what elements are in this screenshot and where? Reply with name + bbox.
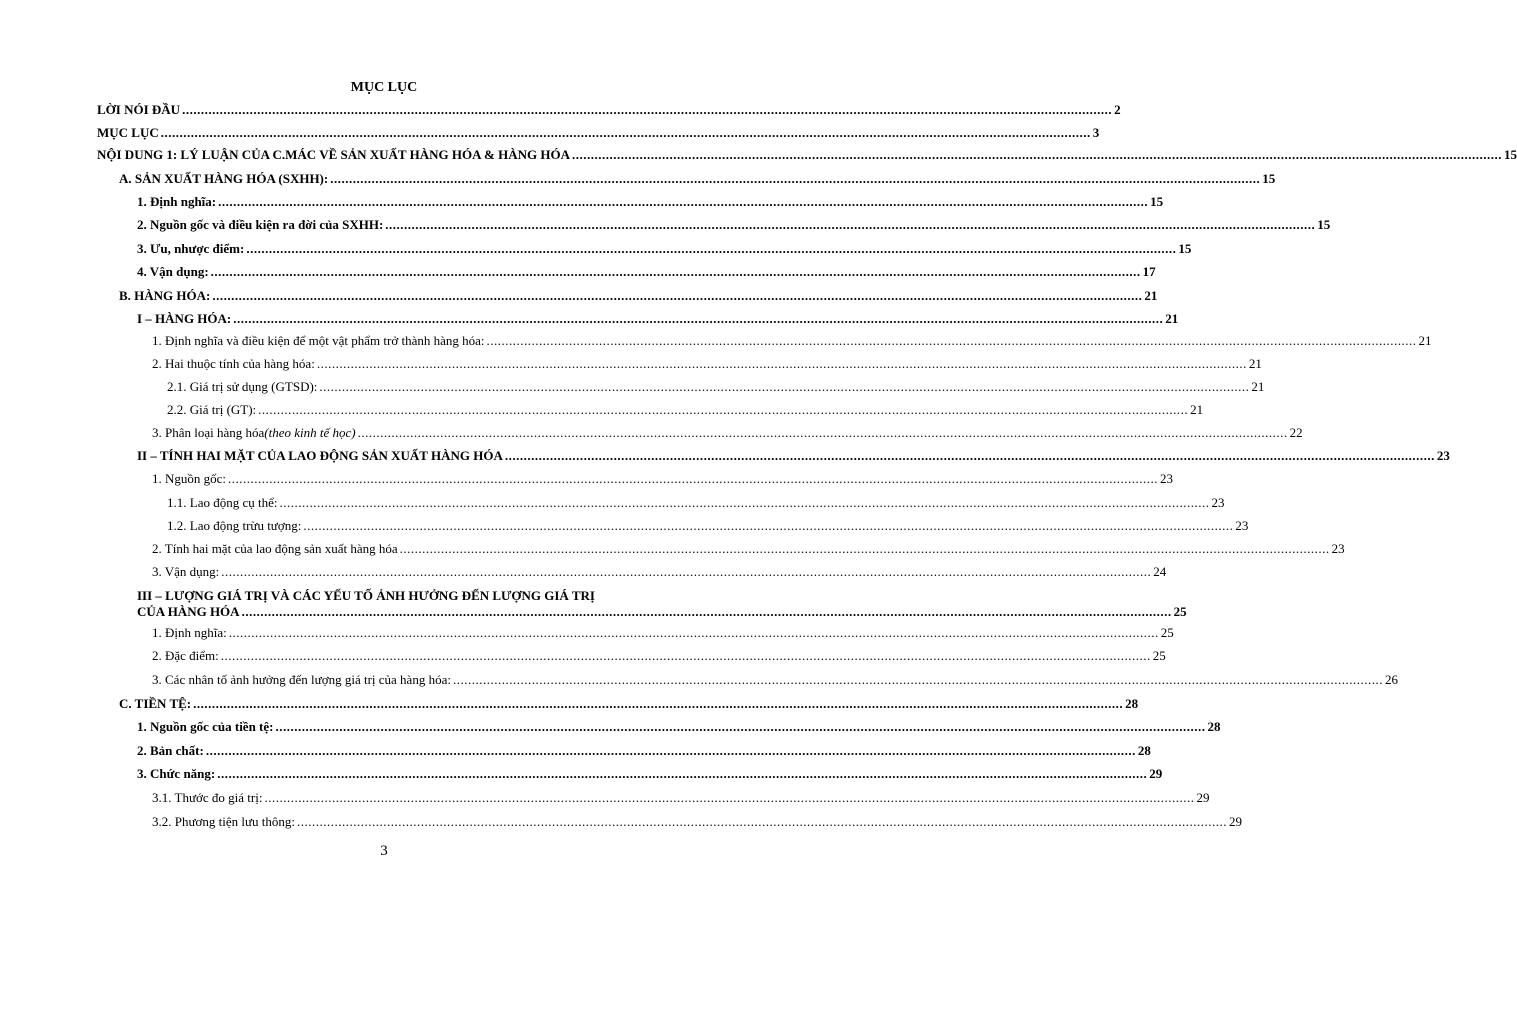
toc-entry-page: 21 <box>1251 379 1265 394</box>
toc-entry-label: B. HÀNG HÓA: <box>119 288 211 303</box>
toc-entry-page: 21 <box>1144 288 1158 303</box>
toc-entry-page: 29 <box>1196 790 1210 805</box>
toc-entry[interactable] <box>97 147 1517 163</box>
toc-entry[interactable] <box>137 241 1192 257</box>
toc-entry-label: 3.2. Phương tiện lưu thông: <box>152 814 296 829</box>
dot-leader <box>258 402 1188 418</box>
toc-entry[interactable] <box>119 171 1276 187</box>
dot-leader <box>211 264 1141 280</box>
toc-entry-label: 2.2. Giá trị (GT): <box>167 402 257 417</box>
dot-leader <box>400 541 1330 557</box>
toc-entry[interactable] <box>167 518 1249 534</box>
toc-entry-label: III – LƯỢNG GIÁ TRỊ VÀ CÁC YẾU TỐ ẢNH HƯỞNG ĐẾN LƯỢNG GIÁ TRỊ <box>137 588 595 603</box>
dot-leader <box>358 425 1288 441</box>
toc-entry-label: 1. Định nghĩa và điều kiện để một vật phẩm trở thành hàng hóa: <box>152 333 485 348</box>
toc-entry-label: 1. Định nghĩa: <box>152 625 227 640</box>
toc-entry[interactable] <box>167 495 1225 511</box>
toc-entry-page: 21 <box>1165 311 1179 326</box>
toc-entry-label: 1.1. Lao động cụ thể: <box>167 495 278 510</box>
toc-entry-page: 28 <box>1137 743 1151 758</box>
dot-leader <box>317 356 1247 372</box>
toc-entry-page: 23 <box>1436 448 1450 463</box>
toc-entry-page: 24 <box>1153 564 1167 579</box>
toc-entry-page: 15 <box>1503 147 1517 162</box>
dot-leader <box>385 217 1315 233</box>
toc-entry-label: 2.1. Giá trị sử dụng (GTSD): <box>167 379 318 394</box>
toc-entry[interactable] <box>152 541 1345 557</box>
toc-entry-label: 2. Nguồn gốc và điều kiện ra đời của SXHH: <box>137 217 384 232</box>
toc-entry-label: MỤC LỤC <box>97 125 159 140</box>
dot-leader <box>242 604 1172 620</box>
dot-leader <box>572 147 1502 163</box>
toc-entry[interactable] <box>137 588 1187 620</box>
toc-entry-page: 29 <box>1149 766 1163 781</box>
toc-entry-page: 23 <box>1160 471 1174 486</box>
toc-entry-label: NỘI DUNG 1: LÝ LUẬN CỦA C.MÁC VỀ SẢN XUẤT HÀNG HÓA & HÀNG HÓA <box>97 147 570 162</box>
toc-entry[interactable] <box>97 102 1121 118</box>
toc-entry-label-italic: (theo kinh tế học) <box>264 425 356 440</box>
toc-entry-page: 26 <box>1384 672 1398 687</box>
toc-entry-label: 1. Định nghĩa: <box>137 194 217 209</box>
dot-leader <box>221 564 1151 580</box>
toc-entry-page: 25 <box>1173 604 1187 619</box>
toc-entry-label: 2. Bản chất: <box>137 743 204 758</box>
dot-leader <box>229 625 1159 641</box>
dot-leader <box>246 241 1176 257</box>
toc-entry-label: C. TIỀN TỆ: <box>119 696 192 711</box>
toc-entry-page: 23 <box>1331 541 1345 556</box>
toc-entry[interactable] <box>167 402 1204 418</box>
dot-leader <box>279 495 1209 511</box>
toc-entry[interactable] <box>137 719 1221 735</box>
toc-entry-page: 21 <box>1190 402 1204 417</box>
dot-leader <box>233 311 1163 327</box>
toc-entry-label: 1.2. Lao động trừu tượng: <box>167 518 302 533</box>
toc-entry-page: 21 <box>1418 333 1432 348</box>
toc-entry-page: 2 <box>1114 102 1121 117</box>
toc-entry[interactable] <box>137 448 1450 464</box>
toc-entry[interactable] <box>152 356 1262 372</box>
toc-entry-label: 1. Nguồn gốc của tiền tệ: <box>137 719 274 734</box>
toc-entry-label: 2. Hai thuộc tính của hàng hóa: <box>152 356 315 371</box>
toc-entry-label: 3. Ưu, nhược điểm: <box>137 241 245 256</box>
toc-entry-page: 3 <box>1092 125 1100 140</box>
toc-entry-label: 1. Nguồn gốc: <box>152 471 227 486</box>
toc-entry-page: 29 <box>1229 814 1243 829</box>
toc-entry-page: 15 <box>1178 241 1192 256</box>
toc-entry-label: 2. Tính hai mặt của lao động sản xuất hàng hóa <box>152 541 398 556</box>
toc-entry-page: 21 <box>1248 356 1262 371</box>
toc-entry-page: 15 <box>1317 217 1331 232</box>
dot-leader <box>221 648 1151 664</box>
dot-leader <box>182 102 1112 118</box>
toc-entry-page: 22 <box>1289 425 1303 440</box>
page-number: 3 <box>380 843 388 859</box>
dot-leader <box>505 448 1435 464</box>
toc-entry[interactable] <box>137 766 1163 782</box>
toc-entry[interactable] <box>137 264 1156 280</box>
toc-entry-label: 3.1. Thước đo giá trị: <box>152 790 263 805</box>
toc-entry[interactable] <box>152 672 1398 688</box>
toc-entry-page: 17 <box>1142 264 1156 279</box>
toc-entry[interactable] <box>97 125 1100 141</box>
dot-leader <box>218 194 1148 210</box>
toc-entry-label: 4. Vận dụng: <box>137 264 209 279</box>
dot-leader <box>330 171 1260 187</box>
toc-entry-label-continued: CỦA HÀNG HÓA <box>137 604 240 619</box>
toc-entry-label: 3. Vận dụng: <box>152 564 220 579</box>
toc-entry[interactable] <box>152 333 1432 349</box>
toc-entry[interactable] <box>119 696 1139 712</box>
toc-entry-label: 3. Phân loại hàng hóa <box>152 425 265 440</box>
dot-leader <box>453 672 1383 688</box>
toc-entry-page: 28 <box>1207 719 1221 734</box>
toc-entry[interactable] <box>152 648 1166 664</box>
dot-leader <box>217 766 1147 782</box>
toc-entry[interactable] <box>137 743 1151 759</box>
dot-leader <box>212 288 1142 304</box>
dot-leader <box>319 379 1249 395</box>
toc-entry[interactable] <box>152 625 1174 641</box>
toc-entry-label: 3. Chức năng: <box>137 766 216 781</box>
toc-entry[interactable] <box>137 194 1164 210</box>
dot-leader <box>276 719 1206 735</box>
toc-entry-page: 23 <box>1235 518 1249 533</box>
toc-entry[interactable] <box>152 471 1174 487</box>
toc-entry-page: 25 <box>1160 625 1174 640</box>
dot-leader <box>297 814 1227 830</box>
toc-entry[interactable] <box>152 425 1303 441</box>
dot-leader <box>228 471 1158 487</box>
toc-entry-page: 15 <box>1150 194 1164 209</box>
toc-entry[interactable] <box>119 288 1158 304</box>
toc-entry-page: 15 <box>1262 171 1276 186</box>
dot-leader <box>264 790 1194 806</box>
dot-leader <box>161 125 1091 141</box>
dot-leader <box>206 743 1136 759</box>
toc-entry-label: LỜI NÓI ĐẦU <box>97 102 181 117</box>
toc-entry[interactable] <box>152 564 1167 580</box>
dot-leader <box>487 333 1417 349</box>
toc-entry[interactable] <box>137 217 1331 233</box>
toc-entry-page: 28 <box>1125 696 1139 711</box>
toc-entry-label: II – TÍNH HAI MẶT CỦA LAO ĐỘNG SẢN XUẤT HÀNG HÓA <box>137 448 503 463</box>
toc-entry-label: 3. Các nhân tố ảnh hưởng đến lượng giá trị của hàng hóa: <box>152 672 451 687</box>
toc-entry-page: 25 <box>1152 648 1166 663</box>
dot-leader <box>303 518 1233 534</box>
toc-title: MỤC LỤC <box>350 80 418 95</box>
toc-entry-label: A. SẢN XUẤT HÀNG HÓA (SXHH): <box>119 171 329 186</box>
toc-entry[interactable] <box>152 790 1210 806</box>
toc-entry[interactable] <box>167 379 1265 395</box>
toc-entry-label: I – HÀNG HÓA: <box>137 311 232 326</box>
toc-entry[interactable] <box>152 814 1243 830</box>
dot-leader <box>193 696 1123 712</box>
toc-entry-label: 2. Đặc điểm: <box>152 648 219 663</box>
toc-entry[interactable] <box>137 311 1179 327</box>
toc-entry-page: 23 <box>1211 495 1225 510</box>
